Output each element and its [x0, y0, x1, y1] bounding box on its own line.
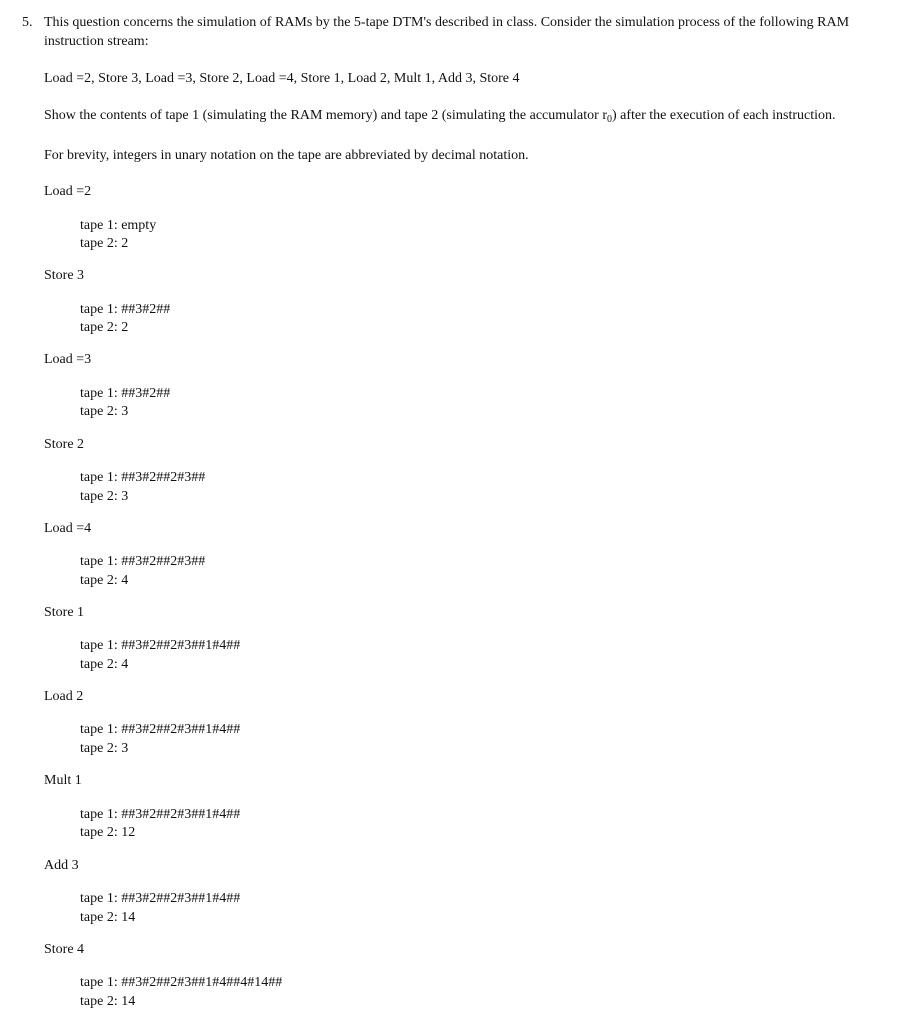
step-instruction: Load =4 [44, 521, 92, 536]
step-instruction: Store 1 [44, 605, 85, 620]
tape1-contents: tape 1: ##3#2## [80, 386, 171, 401]
show-instructions [44, 106, 836, 125]
tape2-contents: tape 2: 4 [80, 573, 129, 588]
tape1-contents: tape 1: ##3#2##2#3##1#4## [80, 638, 241, 653]
step-instruction: Mult 1 [44, 773, 82, 788]
instruction-stream: Load =2, Store 3, Load =3, Store 2, Load =4, Store 1, Load 2, Mult 1, Add 3, Store 4 [44, 71, 520, 86]
step-instruction: Load 2 [44, 689, 84, 704]
step-instruction: Store 3 [44, 268, 85, 283]
question-text: This question concerns the simulation of RAMs by the 5-tape DTM's described in class. Consider the simulation process of the following RAM instruction stream: [44, 15, 850, 49]
tape1-contents: tape 1: ##3#2##2#3## [80, 470, 206, 485]
show-text-after: ) after the execution of each instruction. [611, 108, 836, 123]
tape1-contents: tape 1: ##3#2##2#3##1#4## [80, 807, 241, 822]
tape2-contents: tape 2: 3 [80, 741, 129, 756]
brevity-note: For brevity, integers in unary notation on the tape are abbreviated by decimal notation. [44, 148, 529, 163]
tape2-contents: tape 2: 3 [80, 404, 129, 419]
step-instruction: Store 2 [44, 437, 85, 452]
tape2-contents: tape 2: 14 [80, 994, 136, 1009]
step-instruction: Add 3 [44, 858, 79, 873]
show-text-before: Show the contents of tape 1 (simulating the RAM memory) and tape 2 (simulating the accumulator r [44, 108, 607, 123]
step-instruction: Load =2 [44, 184, 92, 199]
tape2-contents: tape 2: 2 [80, 236, 129, 251]
tape1-contents: tape 1: empty [80, 218, 157, 233]
tape2-contents: tape 2: 2 [80, 320, 129, 335]
tape1-contents: tape 1: ##3#2##2#3##1#4## [80, 891, 241, 906]
accumulator-subscript: 0 [606, 114, 612, 125]
step-instruction: Load =3 [44, 352, 92, 367]
step-instruction: Store 4 [44, 942, 85, 957]
tape2-contents: tape 2: 3 [80, 489, 129, 504]
tape2-contents: tape 2: 12 [80, 825, 136, 840]
tape1-contents: tape 1: ##3#2## [80, 302, 171, 317]
tape2-contents: tape 2: 4 [80, 657, 129, 672]
question-number: 5. [22, 15, 33, 30]
tape1-contents: tape 1: ##3#2##2#3## [80, 554, 206, 569]
tape1-contents: tape 1: ##3#2##2#3##1#4## [80, 722, 241, 737]
tape2-contents: tape 2: 14 [80, 910, 136, 925]
tape1-contents: tape 1: ##3#2##2#3##1#4##4#14## [80, 975, 283, 990]
